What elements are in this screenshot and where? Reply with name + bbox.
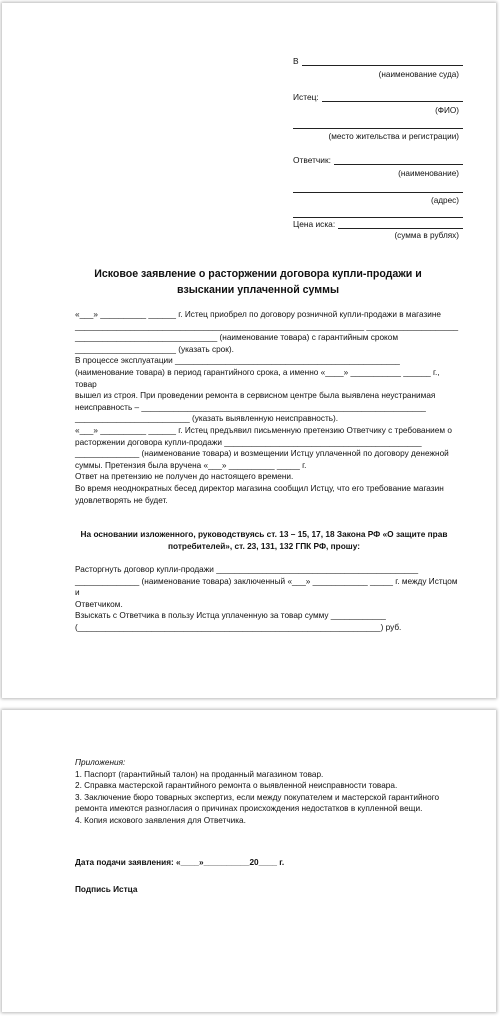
plaintiff-label: Истец: [293, 92, 319, 102]
appendix-item: 2. Справка мастерской гарантийного ремонта о выявленной неисправности товара. [75, 781, 398, 791]
body-line: суммы. Претензия была вручена «___» __________ _____ г. [75, 460, 307, 470]
court-blank-line [302, 56, 463, 66]
body-line: расторжении договора купли-продажи ___________________________________________ [75, 437, 422, 447]
appendix-item: 4. Копия искового заявления для Ответчика. [75, 815, 246, 825]
price-field [293, 219, 463, 229]
address-blank-line [293, 183, 463, 193]
price-caption: (сумма в рублях) [394, 231, 459, 240]
defendant-caption: (наименование) [398, 169, 459, 178]
body-line: ______________ (наименование товара) и возмещении Истцу уплаченной по договору денежной [75, 449, 449, 459]
address-caption: (адрес) [431, 196, 459, 205]
defendant-field [293, 155, 463, 165]
plaintiff-caption: (ФИО) [435, 106, 459, 115]
body-line: В процессе эксплуатации _________________________________________________ [75, 356, 400, 366]
body-line: _______________________________________________________________ ____________________ [75, 321, 459, 331]
request-line: Ответчиком. [75, 599, 123, 609]
appendix-section [75, 757, 475, 827]
residence-field [293, 119, 463, 129]
appendix-item: ремонта имеются разногласия о причинах происхождения недостатков в купленной вещи. [75, 804, 423, 814]
appendix-item: 3. Заключение бюро товарных экспертиз, если между покупателем и мастерской гарантийного [75, 792, 440, 802]
court-prefix: В [293, 56, 299, 66]
residence-caption: (место жительства и регистрации) [328, 132, 459, 141]
body-line: «___» __________ ______ г. Истец приобрел по договору розничной купли-продажи в магазине [75, 310, 442, 319]
price-label: Цена иска: [293, 219, 336, 229]
address-field-2 [293, 208, 463, 218]
plaintiff-blank-line [322, 92, 463, 102]
defendant-blank-line [334, 155, 463, 165]
body-line: _________________________ (указать выявленную неисправность). [75, 414, 339, 424]
body-line: «___» __________ ______ г. Истец предъявил письменную претензию Ответчику с требованием о [75, 425, 452, 435]
body-line: Ответ на претензию не получен до настоящего времени. [75, 472, 294, 482]
request-line: Взыскать с Ответчика в пользу Истца уплаченную за товар сумму ____________ [75, 611, 386, 621]
court-field [293, 56, 463, 66]
body-section [75, 309, 460, 506]
filing-date: Дата подачи заявления: «____»__________20____ г. [75, 858, 285, 867]
body-line: вышел из строя. При проведении ремонта в сервисном центре была выявлена неустранимая [75, 391, 436, 401]
request-line: ______________ (наименование товара) заключенный «___» ____________ _____ г. между Истцом и [75, 576, 458, 598]
legal-basis: На основании изложенного, руководствуясь ст. 13 – 15, 17, 18 Закона РФ «О защите прав потребителей», ст. 23, 131, 132 ГПК РФ, прошу: [80, 529, 448, 551]
body-line: ______________________ (указать срок). [75, 344, 234, 354]
plaintiff-field [293, 92, 463, 102]
requests-section [75, 564, 460, 634]
body-line: _______________________________ (наименование товара) с гарантийным сроком [75, 333, 398, 343]
court-caption: (наименование суда) [378, 70, 459, 79]
document-page-1 [2, 3, 496, 698]
address-field [293, 183, 463, 193]
document-title: Исковое заявление о расторжении договора купли-продажи и взыскании уплаченной суммы [94, 268, 422, 296]
document-page-2 [2, 710, 496, 1012]
defendant-label: Ответчик: [293, 155, 331, 165]
body-line: удовлетворять не будет. [75, 495, 168, 505]
appendix-item: 1. Паспорт (гарантийный талон) на проданный магазином товар. [75, 769, 324, 779]
body-line: Во время неоднократных бесед директор магазина сообщил Истцу, что его требование магазин [75, 483, 444, 493]
request-line: (__________________________________________________________________) руб. [75, 622, 402, 632]
residence-blank-line [293, 119, 463, 129]
price-blank-line [338, 219, 463, 229]
request-line: Расторгнуть договор купли-продажи ____________________________________________ [75, 565, 419, 574]
signature-label: Подпись Истца [75, 885, 138, 894]
address-blank-line-2 [293, 208, 463, 218]
appendix-heading: Приложения: [75, 758, 126, 767]
body-line: (наименование товара) в период гарантийного срока, а именно «____» ___________ ______ г., товар [75, 367, 440, 389]
body-line: неисправность – ______________________________________________________________ [75, 402, 426, 412]
